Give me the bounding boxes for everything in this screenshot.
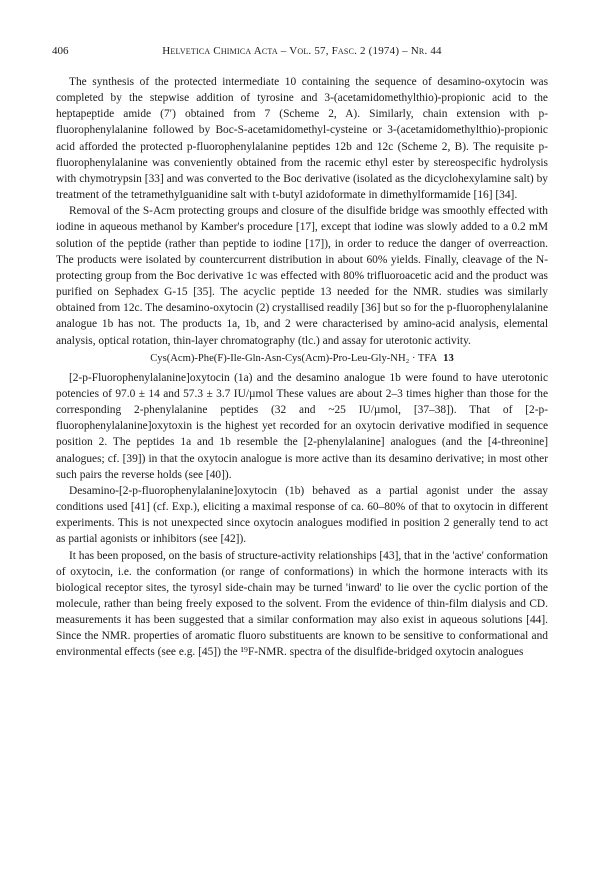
formula-label: 13 bbox=[443, 352, 454, 364]
page-header bbox=[52, 43, 552, 59]
paragraph-4: Desamino-[2-p-fluorophenylalanine]oxytocin (1b) behaved as a partial agonist under the assay conditions used [41] (cf. Exp.), eliciting a maximal response of ca. 60–80% of that to oxytocin in different experiments. This is not unexpected since oxytocin analogues modified in position 2 generally tend to act as partial agonists or inhibitors (see [42]). bbox=[56, 484, 548, 546]
page-number: 406 bbox=[52, 45, 69, 57]
peptide-formula bbox=[56, 351, 548, 367]
paragraph-2: Removal of the S-Acm protecting groups and closure of the disulfide bridge was smoothly effected with iodine in aqueous methanol by Kamber's procedure [17], except that iodine was slowly added to a 0.2 mM solution of the peptide (rather than peptide to iodine [17]), in order to reduce the danger of overreaction. The products were isolated by countercurrent distribution in about 60% yields. Finally, cleavage of the N-protecting group from the Boc derivative 1c was effected with 80% trifluoroacetic acid and the product was purified on Sephadex G-15 [35]. The acyclic peptide 13 needed for the NMR. studies was similarly obtained from 12c. The desamino-oxytocin (2) crystallised readily [36] but so for the p-fluorophenylalanine analogue 1b has not. The products 1a, 1b, and 2 were characterised by amino-acid analysis, elemental analysis, optical rotation, thin-layer chromatography (tlc.) and assay for uterotonic activity. bbox=[56, 205, 548, 347]
running-head: Helvetica Chimica Acta – Vol. 57, Fasc. 2 (1974) – Nr. 44 bbox=[162, 45, 442, 57]
paragraph-3: [2-p-Fluorophenylalanine]oxytocin (1a) and the desamino analogue 1b were found to have uterotonic potencies of 97.0 ± 14 and 57.3 ± 3.7 IU/µmol These values are about 2–3 times higher than those for the corresponding 2-phenylalanine peptides (32 and ~25 IU/µmol, [37–38]). That of [2-p-fluorophenylalanine]oxytoxin is the highest yet recorded for an oxytocin derivative modified in sequence position 2. The peptides 1a and 1b resemble the [2-phenylalanine] analogues (and the [4-threonine] analogues; cf. [39]) in that the oxytocin analogue is more active than its desamino derivative; in most other such pairs the reverse holds (see [40]). bbox=[56, 371, 548, 481]
formula-text: Cys(Acm)-Phe(F)-Ile-Gln-Asn-Cys(Acm)-Pro-Leu-Gly-NH₂ · TFA bbox=[150, 352, 438, 364]
paragraph-5: It has been proposed, on the basis of structure-activity relationships [43], that in the 'active' conformation of oxytocin, i.e. the conformation (or range of conformations) in which the hormone interacts with its biological receptor sites, the tyrosyl side-chain may be turned 'inward' to lie over the cyclic portion of the molecule, rather than being freely exposed to the solvent. From the evidence of thin-film dialysis and CD. measurements it has been suggested that a similar conformation may also exist in aqueous solutions [44]. Since the NMR. properties of aromatic fluoro substituents are known to be sensitive to conformational and environmental effects (see e.g. [45]) the ¹⁹F-NMR. spectra of the disulfide-bridged oxytocin analogues bbox=[56, 549, 548, 659]
body-text bbox=[56, 74, 548, 661]
paragraph-1: The synthesis of the protected intermediate 10 containing the sequence of desamino-oxytocin was completed by the stepwise addition of tyrosine and 3-(acetamidomethylthio)-propionic acid to the heptapeptide amide (7′) obtained from 7 (Scheme 2, A). Similarly, chain extension with p-fluorophenylalanine followed by Boc-S-acetamidomethyl-cysteine or 3-(acetamidomethylthio)-propionic acid afforded the protected p-fluorophenylalanine peptides 12b and 12c (Scheme 2, B). The requisite p-fluorophenylalanine was conveniently obtained from the racemic ethyl ester by stereospecific hydrolysis with chymotrypsin [33] and was converted to the Boc derivative (isolated as the dicyclohexylamine salt) by treatment of the tetramethylguanidine salt with t-butyl azidoformate in dimethylformamide [16] [34]. bbox=[56, 76, 548, 202]
